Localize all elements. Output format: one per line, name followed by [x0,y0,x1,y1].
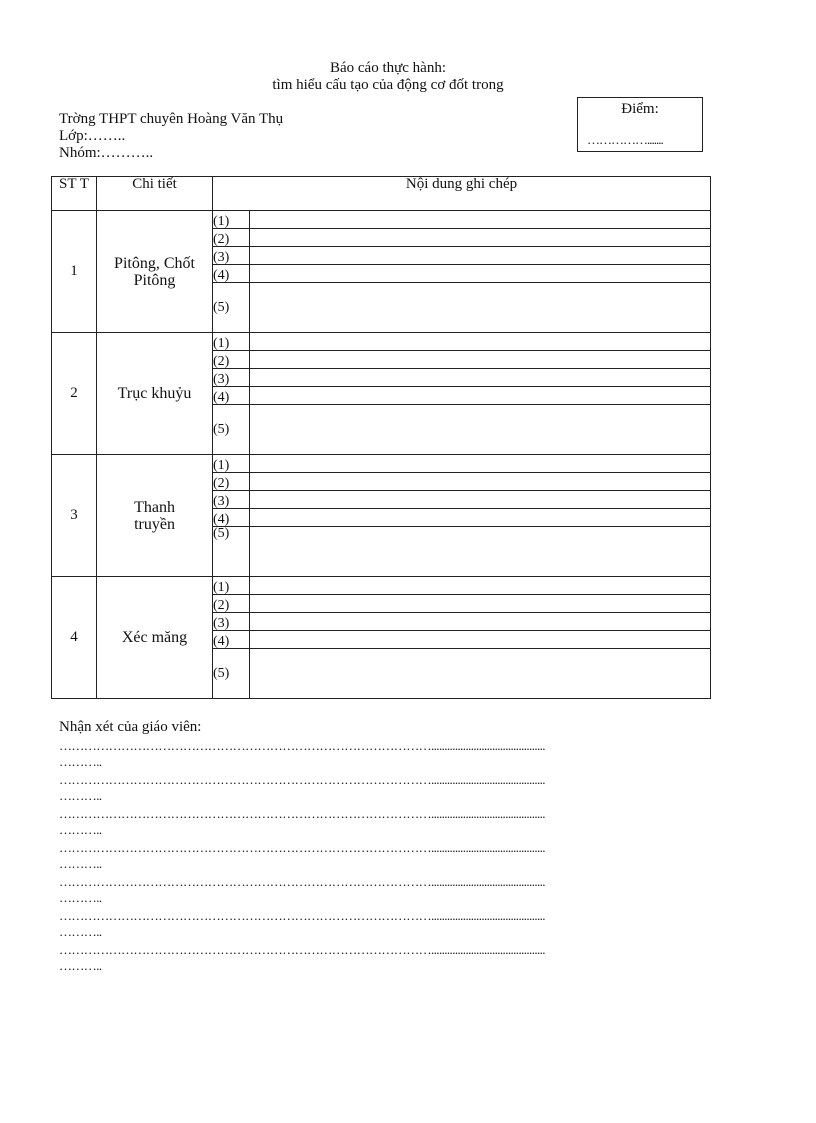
note-cell[interactable] [250,455,711,473]
item-number: (3) [213,613,250,631]
note-cell[interactable] [250,283,711,333]
part-name: Xéc măng [97,577,213,699]
note-cell[interactable] [250,577,711,595]
remark-line-long: ………………………………………………………………………………........................................... [59,806,545,821]
remark-line-short: ……….. [59,958,102,973]
part-name: Trục khuỷu [97,333,213,455]
row-number: 3 [52,455,97,577]
item-number: (4) [213,509,250,527]
item-number: (4) [213,631,250,649]
note-cell[interactable] [250,333,711,351]
report-title: Báo cáo thực hành: [329,60,446,76]
remark-line-short: ……….. [59,856,102,871]
notes-table [51,176,711,699]
report-subtitle: tìm hiểu cấu tạo của động cơ đốt trong [272,77,504,93]
note-cell[interactable] [250,405,711,455]
row-number: 4 [52,577,97,699]
note-cell[interactable] [250,351,711,369]
item-number: (3) [213,369,250,387]
remark-line-short: ……….. [59,788,102,803]
item-number: (2) [213,473,250,491]
note-cell[interactable] [250,229,711,247]
remark-line-long: ………………………………………………………………………………........................................... [59,942,545,957]
table-body [52,211,711,699]
item-number: (1) [213,577,250,595]
item-number: (3) [213,247,250,265]
row-number: 2 [52,333,97,455]
item-number: (4) [213,265,250,283]
header-part: Chi tiết [97,177,213,211]
remark-line-long: ………………………………………………………………………………........................................... [59,772,545,787]
note-cell[interactable] [250,211,711,229]
item-number: (5) [213,649,250,699]
part-name: Pitông, Chốt Pitông [97,211,213,333]
school-field: Trờng THPT chuyên Hoàng Văn Thụ [59,111,284,127]
header-content: Nội dung ghi chép [213,177,711,211]
remark-line-short: ……….. [59,754,102,769]
remark-line-long: ………………………………………………………………………………........................................... [59,874,545,889]
note-cell[interactable] [250,613,711,631]
item-number: (4) [213,387,250,405]
note-cell[interactable] [250,491,711,509]
item-number: (1) [213,333,250,351]
score-input[interactable]: ……………....... [587,132,663,147]
note-cell[interactable] [250,595,711,613]
remark-line-long: ………………………………………………………………………………........................................... [59,908,545,923]
note-cell[interactable] [250,527,711,577]
item-number: (5) [213,405,250,455]
note-cell[interactable] [250,265,711,283]
note-cell[interactable] [250,631,711,649]
note-cell[interactable] [250,369,711,387]
part-name: Thanh truyền [97,455,213,577]
remark-line-short: ……….. [59,924,102,939]
note-cell[interactable] [250,649,711,699]
item-number: (5) [213,527,250,577]
remark-line-short: ……….. [59,822,102,837]
remark-line-long: ………………………………………………………………………………........................................... [59,840,545,855]
item-number: (2) [213,229,250,247]
header-stt: ST T [52,177,97,211]
teacher-remark-title: Nhận xét của giáo viên: [59,719,202,735]
item-number: (1) [213,455,250,473]
item-number: (3) [213,491,250,509]
note-cell[interactable] [250,247,711,265]
note-cell[interactable] [250,387,711,405]
item-number: (5) [213,283,250,333]
group-field: Nhóm:……….. [59,145,154,161]
item-number: (1) [213,211,250,229]
item-number: (2) [213,595,250,613]
score-box [577,97,703,152]
class-field: Lớp:…….. [59,128,126,144]
note-cell[interactable] [250,473,711,491]
row-number: 1 [52,211,97,333]
item-number: (2) [213,351,250,369]
remark-line-long: ………………………………………………………………………………........................................... [59,738,545,753]
score-label: Điểm: [621,101,659,117]
remark-line-short: ……….. [59,890,102,905]
note-cell[interactable] [250,509,711,527]
